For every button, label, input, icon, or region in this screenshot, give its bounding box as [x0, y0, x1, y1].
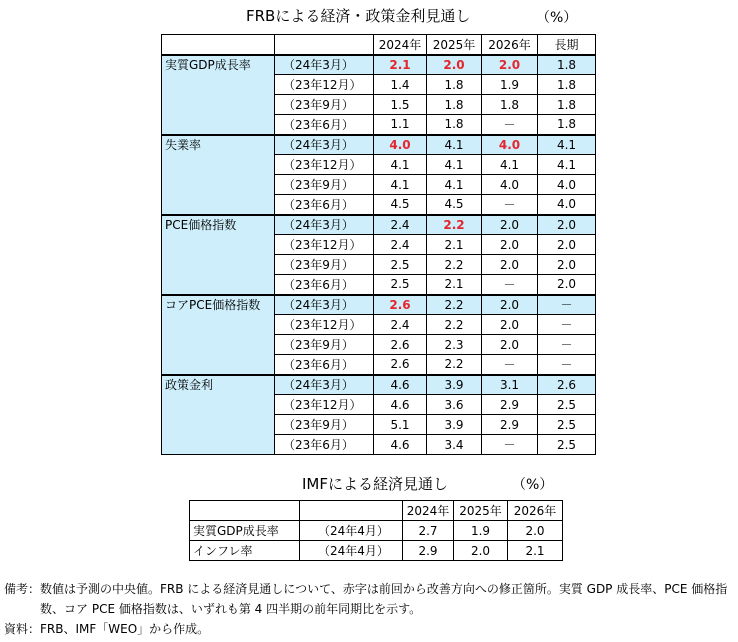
value-cell: － — [482, 275, 538, 295]
value-cell: 4.6 — [374, 395, 427, 415]
value-cell: 4.5 — [374, 195, 427, 215]
value-cell: 4.0 — [538, 195, 596, 215]
period-cell: （23年9月） — [275, 335, 374, 355]
period-cell: （24年3月） — [275, 375, 374, 395]
value-cell: 4.1 — [427, 155, 482, 175]
table-header-row — [162, 35, 596, 55]
value-cell: 2.0 — [482, 55, 538, 75]
value-cell: 1.8 — [427, 115, 482, 135]
frb-unit: （%） — [536, 10, 578, 26]
imf-forecast-table — [189, 500, 563, 561]
value-cell: 1.8 — [427, 75, 482, 95]
header-cell: 2024年 — [374, 35, 427, 55]
period-cell: （23年9月） — [275, 95, 374, 115]
value-cell: 4.1 — [374, 155, 427, 175]
header-cell: 2024年 — [403, 501, 454, 521]
period-cell: （24年3月） — [275, 215, 374, 235]
value-cell: 4.1 — [538, 155, 596, 175]
remarks-label: 備考： — [4, 582, 41, 596]
period-cell: （23年9月） — [275, 415, 374, 435]
value-cell: 2.2 — [427, 295, 482, 315]
value-cell: 2.2 — [427, 255, 482, 275]
table-row — [162, 55, 596, 75]
value-cell: 2.0 — [482, 315, 538, 335]
category-cell: PCE価格指数 — [162, 215, 275, 295]
value-cell: 2.0 — [427, 55, 482, 75]
value-cell: 4.0 — [374, 135, 427, 155]
period-cell: （23年12月） — [275, 395, 374, 415]
period-cell: （23年6月） — [275, 275, 374, 295]
period-cell: （23年12月） — [275, 235, 374, 255]
value-cell: 1.8 — [538, 55, 596, 75]
value-cell: 1.9 — [482, 75, 538, 95]
value-cell: 1.9 — [454, 521, 508, 541]
value-cell: 1.8 — [427, 95, 482, 115]
value-cell: 2.0 — [454, 541, 508, 561]
period-cell: （23年6月） — [275, 435, 374, 455]
frb-title: FRBによる経済・政策金利見通し — [246, 7, 471, 25]
period-cell: （23年12月） — [275, 155, 374, 175]
header-cell: 2025年 — [427, 35, 482, 55]
value-cell: 1.4 — [374, 75, 427, 95]
value-cell: － — [482, 195, 538, 215]
header-cell: 長期 — [538, 35, 596, 55]
period-cell: （23年9月） — [275, 255, 374, 275]
category-cell: 失業率 — [162, 135, 275, 215]
value-cell: 3.4 — [427, 435, 482, 455]
value-cell: 3.6 — [427, 395, 482, 415]
value-cell: 2.7 — [403, 521, 454, 541]
value-cell: 4.0 — [482, 175, 538, 195]
value-cell: 2.1 — [374, 55, 427, 75]
value-cell: 2.1 — [508, 541, 563, 561]
header-blank — [162, 35, 275, 55]
category-cell: コアPCE価格指数 — [162, 295, 275, 375]
value-cell: 2.0 — [538, 275, 596, 295]
value-cell: 2.0 — [538, 215, 596, 235]
value-cell: 4.6 — [374, 435, 427, 455]
period-cell: （24年3月） — [275, 135, 374, 155]
value-cell: 1.8 — [538, 75, 596, 95]
value-cell: － — [538, 335, 596, 355]
value-cell: 2.2 — [427, 315, 482, 335]
value-cell: 2.5 — [538, 435, 596, 455]
value-cell: 2.9 — [482, 395, 538, 415]
period-cell: （23年12月） — [275, 315, 374, 335]
value-cell: 2.2 — [427, 215, 482, 235]
value-cell: 2.3 — [427, 335, 482, 355]
value-cell: 2.0 — [482, 295, 538, 315]
table-header-row — [190, 501, 563, 521]
value-cell: － — [538, 355, 596, 375]
table-row — [162, 375, 596, 395]
value-cell: 4.1 — [374, 175, 427, 195]
value-cell: 2.0 — [482, 235, 538, 255]
value-cell: 2.6 — [374, 335, 427, 355]
period-cell: （23年6月） — [275, 355, 374, 375]
table-row — [190, 521, 563, 541]
value-cell: 2.2 — [427, 355, 482, 375]
frb-forecast-table — [161, 34, 596, 455]
value-cell: 4.6 — [374, 375, 427, 395]
value-cell: 3.9 — [427, 415, 482, 435]
period-cell: （24年4月） — [300, 521, 403, 541]
remarks-text: 数値は予測の中央値。FRB による経済見通しについて、赤字は前回から改善方向への修正箇所。実質 GDP 成長率、PCE 価格指数、コア PCE 価格指数は、いずれも第 4 四半期の前年同期比を示す。 — [40, 582, 728, 616]
value-cell: 1.5 — [374, 95, 427, 115]
value-cell: 1.8 — [482, 95, 538, 115]
value-cell: 4.1 — [538, 135, 596, 155]
value-cell: 3.1 — [482, 375, 538, 395]
value-cell: 2.5 — [374, 275, 427, 295]
category-cell: インフレ率 — [190, 541, 300, 561]
table-row — [162, 295, 596, 315]
value-cell: 2.0 — [482, 255, 538, 275]
table-row — [190, 541, 563, 561]
value-cell: 1.8 — [538, 95, 596, 115]
value-cell: 1.8 — [538, 115, 596, 135]
value-cell: 2.4 — [374, 315, 427, 335]
category-cell: 実質GDP成長率 — [162, 55, 275, 135]
source-label: 資料： — [4, 622, 41, 636]
imf-title: IMFによる経済見通し — [302, 475, 448, 493]
header-blank — [190, 501, 300, 521]
value-cell: 2.4 — [374, 235, 427, 255]
value-cell: 2.0 — [482, 335, 538, 355]
header-blank — [275, 35, 374, 55]
table-row — [162, 135, 596, 155]
value-cell: － — [538, 315, 596, 335]
header-cell: 2026年 — [508, 501, 563, 521]
footnotes — [4, 579, 734, 639]
value-cell: 3.9 — [427, 375, 482, 395]
value-cell: 4.1 — [427, 175, 482, 195]
value-cell: 2.4 — [374, 215, 427, 235]
value-cell: 2.5 — [374, 255, 427, 275]
header-blank — [300, 501, 403, 521]
value-cell: 4.1 — [482, 155, 538, 175]
period-cell: （24年4月） — [300, 541, 403, 561]
header-cell: 2025年 — [454, 501, 508, 521]
period-cell: （24年3月） — [275, 55, 374, 75]
value-cell: 2.9 — [482, 415, 538, 435]
period-cell: （24年3月） — [275, 295, 374, 315]
period-cell: （23年6月） — [275, 115, 374, 135]
value-cell: － — [538, 295, 596, 315]
category-cell: 実質GDP成長率 — [190, 521, 300, 541]
imf-unit: （%） — [512, 477, 554, 493]
value-cell: 2.0 — [482, 215, 538, 235]
value-cell: － — [482, 115, 538, 135]
period-cell: （23年9月） — [275, 175, 374, 195]
value-cell: 4.0 — [482, 135, 538, 155]
value-cell: 5.1 — [374, 415, 427, 435]
value-cell: 2.0 — [508, 521, 563, 541]
period-cell: （23年6月） — [275, 195, 374, 215]
value-cell: 4.1 — [427, 135, 482, 155]
value-cell: 2.5 — [538, 415, 596, 435]
value-cell: 4.0 — [538, 175, 596, 195]
value-cell: 2.9 — [403, 541, 454, 561]
value-cell: 1.1 — [374, 115, 427, 135]
value-cell: 2.1 — [427, 235, 482, 255]
period-cell: （23年12月） — [275, 75, 374, 95]
value-cell: 2.0 — [538, 255, 596, 275]
header-cell: 2026年 — [482, 35, 538, 55]
value-cell: 2.6 — [374, 355, 427, 375]
category-cell: 政策金利 — [162, 375, 275, 455]
value-cell: 2.6 — [538, 375, 596, 395]
value-cell: 2.0 — [538, 235, 596, 255]
value-cell: 4.5 — [427, 195, 482, 215]
value-cell: 2.1 — [427, 275, 482, 295]
value-cell: 2.6 — [374, 295, 427, 315]
value-cell: － — [482, 435, 538, 455]
value-cell: － — [482, 355, 538, 375]
table-row — [162, 215, 596, 235]
source-text: FRB、IMF「WEO」から作成。 — [40, 622, 210, 636]
value-cell: 2.5 — [538, 395, 596, 415]
